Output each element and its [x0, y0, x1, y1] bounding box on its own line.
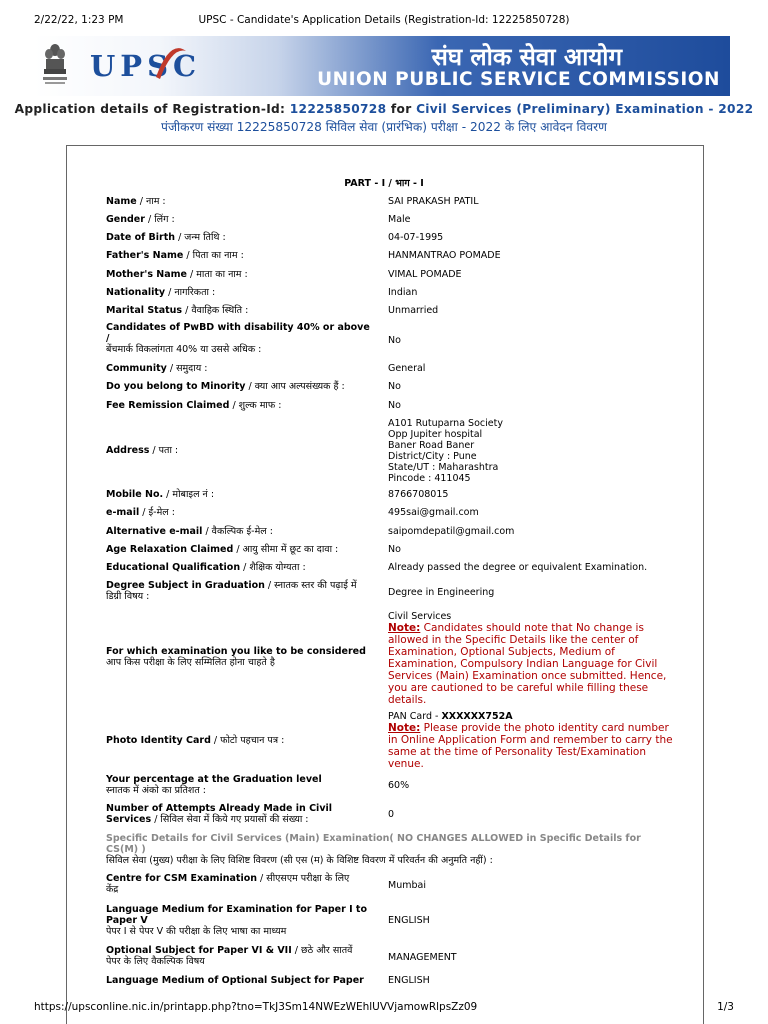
- age-relaxation-value: No: [388, 544, 401, 555]
- alt-email-value: saipomdepatil@gmail.com: [388, 526, 515, 537]
- application-heading: Application details of Registration-Id: 12225850728 for Civil Services (Preliminary) Examination - 2022: [14, 102, 754, 116]
- percentage-value: 60%: [388, 780, 410, 791]
- language-medium-value: ENGLISH: [388, 915, 430, 926]
- upsc-hindi-name: संघ लोक सेवा आयोग: [431, 43, 622, 71]
- print-datetime: 2/22/22, 1:23 PM: [34, 14, 124, 26]
- logo-swoosh-icon: [152, 43, 188, 83]
- exam-change-note: Note: Candidates should note that No change is allowed in the Specific Details like the center of Examination, Optional Subjects, Medium of Examination, Compulsory Indian Language for Civil Services (Main) Examination once submitted. Hence, you are cautioned to be careful while filling these details.: [388, 622, 667, 706]
- email-value: 495sai@gmail.com: [388, 507, 479, 518]
- optional-subject-value: MANAGEMENT: [388, 952, 457, 963]
- address-value: A101 Rutuparna Society Opp Jupiter hospital Baner Road Baner District/City : Pune State/UT : Maharashtra Pincode : 411045: [388, 418, 503, 484]
- page-number: 1/3: [717, 1001, 734, 1013]
- page-url: https://upsconline.nic.in/printapp.php?tno=TkJ3Sm14NWEzWEhlUVVjamowRlpsZz09: [34, 1001, 478, 1013]
- photo-id-note: Note: Please provide the photo identity card number in Online Application Form and remember to carry the same at the time of Personality Test/Examination venue.: [388, 722, 673, 770]
- mobile-value: 8766708015: [388, 489, 449, 500]
- attempts-value: 0: [388, 809, 395, 820]
- upsc-english-name: UNION PUBLIC SERVICE COMMISSION: [317, 69, 720, 90]
- dob-value: 04-07-1995: [388, 232, 444, 243]
- name-value: SAI PRAKASH PATIL: [388, 196, 479, 207]
- education-value: Already passed the degree or equivalent Examination.: [388, 562, 648, 573]
- print-title: UPSC - Candidate's Application Details (Registration-Id: 12225850728): [198, 14, 570, 26]
- mother-name-value: VIMAL POMADE: [388, 269, 462, 280]
- upsc-banner: [34, 36, 730, 96]
- photo-id-value: PAN Card - XXXXXX752A Note: Please provide the photo identity card number in Online Application Form and remember to carry the same at the time of Personality Test/Examination venue.: [388, 711, 678, 770]
- application-heading-hindi: पंजीकरण संख्या 12225850728 सिविल सेवा (प्रारंभिक) परीक्षा - 2022 के लिए आवेदन विवरण: [161, 120, 607, 134]
- nationality-value: Indian: [388, 287, 418, 298]
- exam-name: Civil Services (Preliminary) Examination - 2022: [416, 102, 754, 116]
- optional-language-value: ENGLISH: [388, 975, 430, 986]
- fee-remission-value: No: [388, 400, 401, 411]
- minority-value: No: [388, 381, 401, 392]
- gender-value: Male: [388, 214, 411, 225]
- registration-id: 12225850728: [289, 102, 387, 116]
- national-emblem-icon: [42, 41, 68, 89]
- father-name-value: HANMANTRAO POMADE: [388, 250, 501, 261]
- print-header: [0, 14, 768, 30]
- community-value: General: [388, 363, 426, 374]
- exam-considered-value: Civil Services Note: Candidates should note that No change is allowed in the Specific Details like the center of Examination, Optional Subjects, Medium of Examination, Compulsory Indian Language for Civil Services (Main) Examination once submitted. Hence, you are cautioned to be careful while filling these details.: [388, 611, 678, 706]
- csm-centre-value: Mumbai: [388, 880, 426, 891]
- upsc-logo: UPSC: [90, 49, 201, 83]
- marital-status-value: Unmarried: [388, 305, 439, 316]
- part-title: PART - I / भाग - I: [344, 178, 424, 189]
- pwbd-value: No: [388, 335, 401, 346]
- degree-subject-value: Degree in Engineering: [388, 587, 495, 598]
